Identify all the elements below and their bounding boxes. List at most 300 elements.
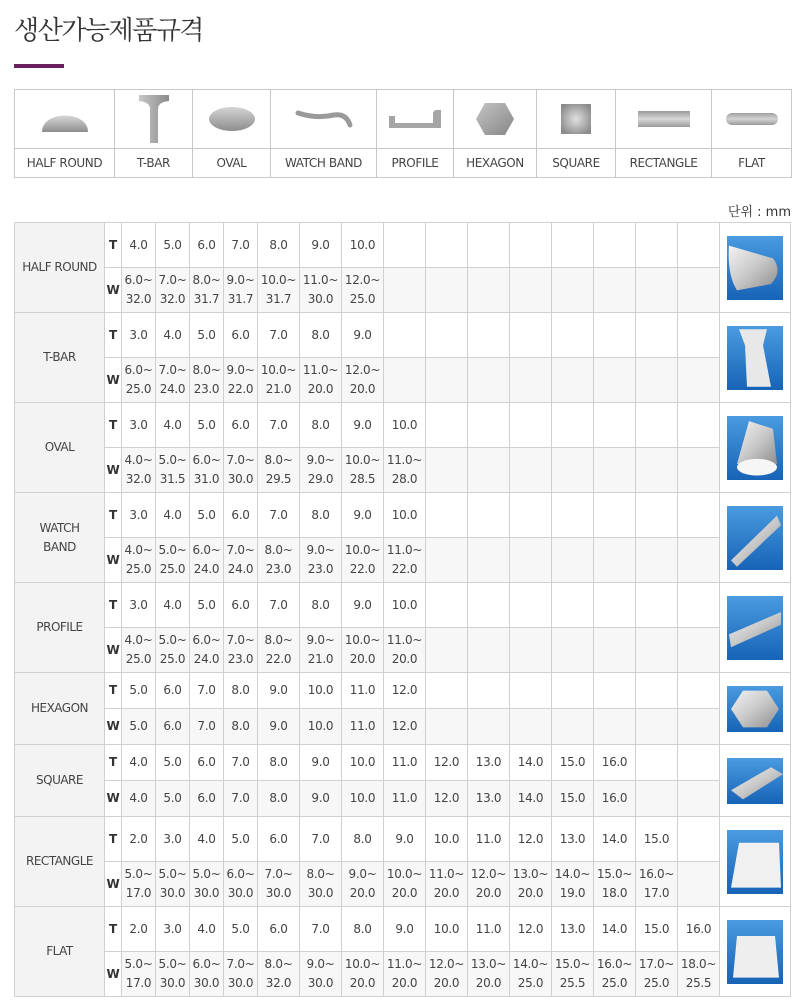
spec-cell: 14.0 (594, 817, 636, 862)
spec-cell: 6.0~ 31.0 (190, 448, 224, 493)
spec-cell: 8.0~ 22.0 (258, 628, 300, 673)
thickness-label: T (105, 673, 122, 709)
spec-cell: 7.0~ 24.0 (156, 358, 190, 403)
spec-cell (510, 493, 552, 538)
width-label: W (105, 448, 122, 493)
spec-cell: 4.0~ 32.0 (122, 448, 156, 493)
spec-cell: 9.0~ 29.0 (300, 448, 342, 493)
spec-cell: 12.0 (384, 709, 426, 745)
spec-cell: 5.0~ 25.0 (156, 538, 190, 583)
spec-cell (510, 709, 552, 745)
thickness-label: T (105, 907, 122, 952)
spec-cell (594, 709, 636, 745)
spec-cell (552, 358, 594, 403)
spec-cell: 12.0~ 20.0 (342, 358, 384, 403)
spec-cell: 11.0~ 30.0 (300, 268, 342, 313)
spec-cell: 6.0 (224, 403, 258, 448)
spec-cell: 4.0 (190, 817, 224, 862)
spec-cell: 16.0 (594, 781, 636, 817)
spec-cell (426, 403, 468, 448)
spec-cell (636, 745, 678, 781)
spec-cell (594, 448, 636, 493)
spec-cell: 8.0 (300, 403, 342, 448)
spec-cell: 9.0~ 22.0 (224, 358, 258, 403)
table-row (15, 628, 791, 673)
spec-cell: 16.0~ 25.0 (594, 952, 636, 997)
spec-table (14, 222, 791, 997)
spec-cell: 7.0 (300, 817, 342, 862)
spec-cell: 10.0~ 20.0 (342, 952, 384, 997)
shape-label: SQUARE (537, 149, 616, 178)
spec-cell: 6.0 (258, 907, 300, 952)
spec-cell: 11.0~ 20.0 (300, 358, 342, 403)
spec-cell: 5.0 (122, 673, 156, 709)
spec-cell: 3.0 (156, 817, 190, 862)
hexagon-photo (720, 673, 791, 745)
spec-cell (426, 538, 468, 583)
spec-cell: 7.0 (258, 403, 300, 448)
spec-cell: 3.0 (122, 403, 156, 448)
spec-cell (426, 628, 468, 673)
spec-cell (678, 781, 720, 817)
thickness-label: T (105, 313, 122, 358)
spec-cell (468, 223, 510, 268)
spec-cell: 8.0 (258, 745, 300, 781)
spec-cell: 11.0~ 20.0 (384, 952, 426, 997)
shape-label: WATCH BAND (271, 149, 377, 178)
table-row (15, 493, 791, 538)
spec-cell: 9.0 (342, 403, 384, 448)
product-name: WATCH BAND (15, 493, 105, 583)
half-round-icon (15, 90, 115, 149)
spec-cell: 7.0 (300, 907, 342, 952)
spec-cell: 15.0~ 25.5 (552, 952, 594, 997)
spec-cell: 6.0~ 24.0 (190, 538, 224, 583)
table-row (15, 745, 791, 781)
spec-cell (426, 493, 468, 538)
spec-cell: 9.0 (258, 673, 300, 709)
spec-cell (678, 313, 720, 358)
shape-label: HALF ROUND (15, 149, 115, 178)
spec-cell: 7.0~ 30.0 (224, 448, 258, 493)
spec-cell: 7.0 (224, 223, 258, 268)
spec-cell (384, 358, 426, 403)
spec-cell (552, 448, 594, 493)
spec-cell: 12.0~ 20.0 (426, 952, 468, 997)
spec-cell: 13.0 (552, 907, 594, 952)
spec-cell: 5.0~ 30.0 (156, 862, 190, 907)
spec-cell: 8.0 (224, 709, 258, 745)
t-bar-photo (720, 313, 791, 403)
spec-cell: 8.0 (342, 817, 384, 862)
table-row (15, 817, 791, 862)
spec-cell (552, 313, 594, 358)
spec-cell: 5.0 (190, 583, 224, 628)
shape-label: HEXAGON (454, 149, 537, 178)
spec-cell: 9.0~ 21.0 (300, 628, 342, 673)
spec-cell (636, 709, 678, 745)
product-name: OVAL (15, 403, 105, 493)
spec-cell: 10.0~ 22.0 (342, 538, 384, 583)
thickness-label: T (105, 817, 122, 862)
spec-cell (426, 709, 468, 745)
width-label: W (105, 268, 122, 313)
thickness-label: T (105, 583, 122, 628)
spec-cell: 5.0~ 17.0 (122, 862, 156, 907)
table-row (15, 583, 791, 628)
spec-cell: 5.0~ 31.5 (156, 448, 190, 493)
spec-cell: 10.0~ 31.7 (258, 268, 300, 313)
spec-cell: 8.0~ 23.0 (258, 538, 300, 583)
spec-cell: 13.0~ 20.0 (510, 862, 552, 907)
spec-cell: 2.0 (122, 907, 156, 952)
spec-cell (636, 493, 678, 538)
table-row (15, 862, 791, 907)
spec-cell: 9.0 (342, 583, 384, 628)
spec-cell (678, 223, 720, 268)
half-round-photo (720, 223, 791, 313)
flat-icon (712, 90, 792, 149)
spec-cell (468, 358, 510, 403)
spec-cell: 10.0 (342, 781, 384, 817)
spec-cell: 5.0 (156, 781, 190, 817)
table-row (15, 907, 791, 952)
spec-cell (426, 448, 468, 493)
spec-cell: 10.0 (426, 817, 468, 862)
thickness-label: T (105, 745, 122, 781)
spec-cell (678, 358, 720, 403)
spec-cell: 11.0 (342, 709, 384, 745)
oval-icon (193, 90, 271, 149)
spec-cell: 4.0~ 25.0 (122, 628, 156, 673)
spec-cell: 7.0 (258, 583, 300, 628)
spec-cell: 15.0~ 18.0 (594, 862, 636, 907)
spec-cell (552, 709, 594, 745)
spec-cell: 10.0 (384, 403, 426, 448)
spec-cell: 6.0 (190, 223, 224, 268)
spec-cell: 4.0 (122, 745, 156, 781)
watch-band-photo (720, 493, 791, 583)
spec-cell: 9.0~ 20.0 (342, 862, 384, 907)
spec-cell (678, 862, 720, 907)
spec-cell: 9.0~ 23.0 (300, 538, 342, 583)
spec-cell: 10.0~ 28.5 (342, 448, 384, 493)
hexagon-icon (454, 90, 537, 149)
product-name: HALF ROUND (15, 223, 105, 313)
spec-cell: 6.0 (190, 781, 224, 817)
spec-cell: 11.0 (384, 781, 426, 817)
spec-cell (678, 268, 720, 313)
spec-cell (552, 403, 594, 448)
title-underline (14, 64, 64, 68)
spec-cell: 14.0~ 25.0 (510, 952, 552, 997)
spec-cell: 6.0 (258, 817, 300, 862)
spec-cell (468, 403, 510, 448)
spec-cell: 16.0~ 17.0 (636, 862, 678, 907)
spec-cell (636, 268, 678, 313)
spec-cell: 10.0 (384, 493, 426, 538)
spec-cell: 13.0~ 20.0 (468, 952, 510, 997)
spec-cell: 12.0 (384, 673, 426, 709)
spec-cell: 8.0~ 31.7 (190, 268, 224, 313)
spec-cell: 8.0 (300, 493, 342, 538)
spec-cell (678, 493, 720, 538)
spec-cell: 11.0 (468, 817, 510, 862)
width-label: W (105, 628, 122, 673)
spec-cell (678, 817, 720, 862)
spec-cell: 7.0 (190, 709, 224, 745)
spec-cell (636, 628, 678, 673)
spec-cell: 9.0 (300, 745, 342, 781)
spec-cell (552, 538, 594, 583)
spec-cell (636, 583, 678, 628)
spec-cell: 8.0~ 32.0 (258, 952, 300, 997)
spec-cell: 6.0~ 30.0 (190, 952, 224, 997)
spec-cell: 6.0~ 25.0 (122, 358, 156, 403)
spec-cell: 2.0 (122, 817, 156, 862)
spec-cell (594, 223, 636, 268)
profile-icon (377, 90, 454, 149)
spec-cell (594, 493, 636, 538)
spec-cell (384, 223, 426, 268)
spec-cell: 5.0~ 17.0 (122, 952, 156, 997)
spec-cell (510, 538, 552, 583)
spec-cell (552, 583, 594, 628)
spec-cell (468, 673, 510, 709)
table-row (15, 538, 791, 583)
spec-cell: 3.0 (122, 313, 156, 358)
spec-cell (552, 673, 594, 709)
spec-cell: 12.0 (426, 745, 468, 781)
width-label: W (105, 862, 122, 907)
spec-cell: 14.0 (510, 781, 552, 817)
spec-cell: 6.0 (156, 709, 190, 745)
product-name: RECTANGLE (15, 817, 105, 907)
unit-label: 단위 : mm (727, 205, 791, 220)
spec-cell (636, 403, 678, 448)
width-label: W (105, 358, 122, 403)
table-row (15, 268, 791, 313)
spec-cell: 6.0~ 30.0 (224, 862, 258, 907)
spec-cell: 14.0 (594, 907, 636, 952)
spec-cell: 17.0~ 25.0 (636, 952, 678, 997)
table-row (15, 952, 791, 997)
spec-cell (678, 745, 720, 781)
spec-cell (468, 268, 510, 313)
spec-cell (678, 673, 720, 709)
spec-cell: 5.0 (156, 223, 190, 268)
spec-cell (468, 313, 510, 358)
spec-cell: 7.0~ 24.0 (224, 538, 258, 583)
table-row (15, 403, 791, 448)
width-label: W (105, 952, 122, 997)
spec-cell (510, 313, 552, 358)
spec-cell: 7.0~ 30.0 (224, 952, 258, 997)
spec-cell (426, 223, 468, 268)
spec-cell (594, 583, 636, 628)
spec-cell: 6.0~ 32.0 (122, 268, 156, 313)
spec-cell: 12.0 (510, 907, 552, 952)
spec-cell: 10.0 (384, 583, 426, 628)
spec-cell: 5.0 (122, 709, 156, 745)
spec-cell (594, 538, 636, 583)
spec-cell: 4.0 (156, 403, 190, 448)
spec-cell: 5.0 (190, 493, 224, 538)
spec-cell (510, 628, 552, 673)
spec-cell: 14.0~ 19.0 (552, 862, 594, 907)
shape-label: FLAT (712, 149, 792, 178)
spec-cell: 5.0 (190, 403, 224, 448)
spec-cell: 18.0~ 25.5 (678, 952, 720, 997)
table-row (15, 673, 791, 709)
product-name: SQUARE (15, 745, 105, 817)
spec-cell: 8.0 (342, 907, 384, 952)
spec-cell: 10.0~ 20.0 (384, 862, 426, 907)
spec-cell: 4.0 (156, 583, 190, 628)
square-icon (537, 90, 616, 149)
width-label: W (105, 709, 122, 745)
spec-cell (510, 268, 552, 313)
spec-cell: 4.0 (156, 493, 190, 538)
spec-cell: 5.0 (224, 817, 258, 862)
spec-cell: 8.0~ 29.5 (258, 448, 300, 493)
table-row (15, 358, 791, 403)
page-title: 생산가능제품규격 (14, 16, 203, 46)
spec-cell: 6.0 (190, 745, 224, 781)
spec-cell: 9.0~ 31.7 (224, 268, 258, 313)
spec-cell: 9.0 (384, 817, 426, 862)
spec-cell: 10.0 (426, 907, 468, 952)
spec-cell: 12.0 (426, 781, 468, 817)
spec-cell: 11.0~ 20.0 (384, 628, 426, 673)
spec-cell (552, 223, 594, 268)
spec-cell (426, 673, 468, 709)
spec-cell: 7.0 (258, 313, 300, 358)
spec-cell (552, 493, 594, 538)
spec-cell: 10.0 (342, 745, 384, 781)
spec-cell: 9.0 (342, 313, 384, 358)
spec-cell (594, 403, 636, 448)
t-bar-icon (115, 90, 193, 149)
table-row (15, 709, 791, 745)
rectangle-photo (720, 817, 791, 907)
spec-cell: 15.0 (636, 817, 678, 862)
spec-cell (552, 268, 594, 313)
spec-cell (636, 358, 678, 403)
spec-cell (636, 673, 678, 709)
spec-cell: 9.0 (342, 493, 384, 538)
spec-cell: 15.0 (552, 781, 594, 817)
spec-cell: 7.0 (190, 673, 224, 709)
thickness-label: T (105, 493, 122, 538)
spec-cell: 9.0~ 30.0 (300, 952, 342, 997)
spec-cell: 7.0 (224, 745, 258, 781)
spec-cell (636, 448, 678, 493)
spec-cell: 3.0 (156, 907, 190, 952)
width-label: W (105, 538, 122, 583)
square-photo (720, 745, 791, 817)
shape-label: RECTANGLE (616, 149, 712, 178)
spec-cell: 11.0~ 28.0 (384, 448, 426, 493)
product-name: T-BAR (15, 313, 105, 403)
spec-cell: 4.0 (190, 907, 224, 952)
shape-overview-table (14, 89, 792, 178)
spec-cell: 10.0~ 21.0 (258, 358, 300, 403)
spec-cell: 8.0 (258, 223, 300, 268)
spec-cell: 5.0~ 30.0 (190, 862, 224, 907)
spec-cell: 13.0 (552, 817, 594, 862)
spec-cell: 12.0~ 20.0 (468, 862, 510, 907)
spec-cell: 11.0 (384, 745, 426, 781)
spec-cell: 11.0 (468, 907, 510, 952)
spec-cell: 9.0 (258, 709, 300, 745)
spec-cell: 10.0 (300, 673, 342, 709)
spec-cell (678, 628, 720, 673)
spec-cell: 7.0~ 23.0 (224, 628, 258, 673)
spec-cell: 11.0~ 22.0 (384, 538, 426, 583)
spec-cell (594, 313, 636, 358)
spec-cell (636, 223, 678, 268)
spec-cell (678, 538, 720, 583)
spec-cell (468, 583, 510, 628)
spec-cell: 6.0 (224, 493, 258, 538)
spec-cell: 10.0 (300, 709, 342, 745)
spec-cell: 8.0 (300, 313, 342, 358)
spec-cell (510, 358, 552, 403)
spec-cell (510, 223, 552, 268)
spec-cell (678, 403, 720, 448)
spec-cell: 6.0~ 24.0 (190, 628, 224, 673)
spec-cell: 4.0~ 25.0 (122, 538, 156, 583)
spec-cell: 8.0 (224, 673, 258, 709)
spec-cell (510, 403, 552, 448)
spec-cell: 5.0 (156, 745, 190, 781)
shape-label: PROFILE (377, 149, 454, 178)
shape-label: OVAL (193, 149, 271, 178)
width-label: W (105, 781, 122, 817)
thickness-label: T (105, 223, 122, 268)
spec-cell (636, 313, 678, 358)
spec-cell (468, 538, 510, 583)
spec-cell: 9.0 (300, 781, 342, 817)
spec-cell: 3.0 (122, 583, 156, 628)
spec-cell (468, 628, 510, 673)
spec-cell: 11.0~ 20.0 (426, 862, 468, 907)
thickness-label: T (105, 403, 122, 448)
spec-cell (510, 448, 552, 493)
spec-cell: 6.0 (156, 673, 190, 709)
spec-cell: 4.0 (156, 313, 190, 358)
spec-cell (384, 268, 426, 313)
spec-cell: 7.0 (224, 781, 258, 817)
spec-cell: 11.0 (342, 673, 384, 709)
table-row (15, 223, 791, 268)
rectangle-icon (616, 90, 712, 149)
spec-cell: 9.0 (300, 223, 342, 268)
spec-cell: 7.0 (258, 493, 300, 538)
table-row (15, 448, 791, 493)
spec-cell: 5.0~ 25.0 (156, 628, 190, 673)
product-name: PROFILE (15, 583, 105, 673)
spec-cell (594, 628, 636, 673)
spec-cell: 14.0 (510, 745, 552, 781)
spec-cell (426, 583, 468, 628)
spec-cell: 8.0~ 30.0 (300, 862, 342, 907)
table-row (15, 313, 791, 358)
spec-cell: 10.0 (342, 223, 384, 268)
spec-cell: 4.0 (122, 223, 156, 268)
spec-cell (468, 709, 510, 745)
